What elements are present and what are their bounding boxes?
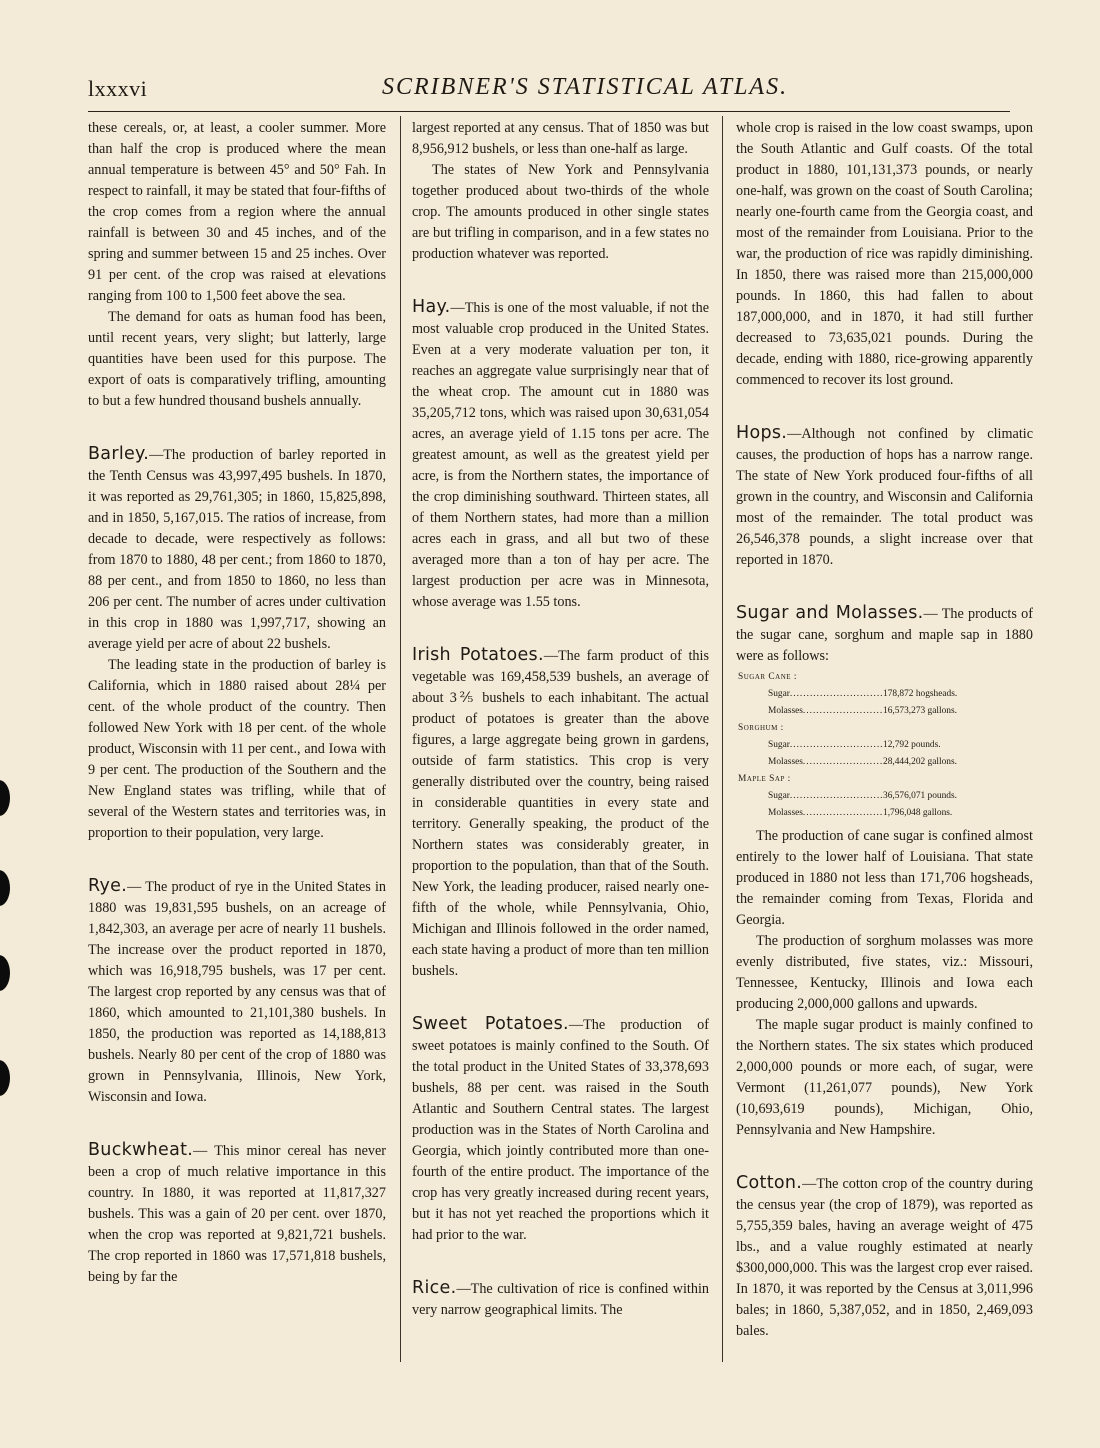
row-label: Molasses [768,706,803,716]
row-value: 16,573,273 gallons. [883,706,957,716]
table-row [736,686,1033,703]
section-title: Rice. [412,1278,457,1298]
running-title: SCRIBNER'S STATISTICAL ATLAS. [382,74,789,100]
table-row [736,737,1033,754]
table-group-label: Sugar Cane : [738,672,797,682]
row-value: 12,792 pounds. [883,740,941,750]
row-value: 36,576,071 pounds. [883,791,957,801]
row-value: 28,444,202 gallons. [883,757,957,767]
table-row [736,754,1033,771]
binding-hole [0,870,10,906]
binding-hole [0,1060,10,1096]
paragraph: — The products of the sugar cane, sorghum and maple sap in 1880 were as follows: [736,606,1033,664]
table-row [736,788,1033,805]
column-1 [88,118,386,1288]
paragraph: — The product of rye in the United States in 1880 was 19,831,595 bushels, on an acreage of 1,842,303, an average per acre of nearly 11 bushels. The increase over the product reported in 1870, which was 16,918,795 bushels, was 17 per cent. The largest crop reported by any census was that of 1860, which amounted to 21,101,380 bushels. In 1850, the production was reported as 14,188,813 bushels. Nearly 80 per cent of the crop of 1880 was grown in Pennsylvania, Illinois, New York, Wisconsin and Iowa. [88,879,386,1105]
section-title: Cotton. [736,1173,803,1193]
section-rice [412,1278,709,1321]
row-value: 178,872 hogsheads. [883,689,958,699]
paragraph: — This minor cereal has never been a crop of much relative importance in this country. In 1880, it was reported at 11,817,327 bushels. This was a gain of 20 per cent. over 1870, when the crop was reported at 9,821,721 bushels. The crop reported in 1860 was 17,571,818 bushels, being by far the [88,1143,386,1285]
row-label: Sugar [768,791,790,801]
section-title: Rye. [88,876,128,896]
paragraph: The production of sorghum molasses was more evenly distributed, five states, viz.: Missouri, Tennessee, Kentucky, Illinois and Iowa each producing 2,000,000 gallons and upwards. [736,933,1033,1012]
sugar-molasses-table [736,669,1033,822]
paragraph: The demand for oats as human food has been, until recent years, very slight; but latterly, large quantities have been used for this purpose. The export of oats is comparatively trifling, amounting to but a few hundred thousand bushels annually. [88,309,386,409]
section-hops [736,423,1033,571]
row-label: Sugar [768,740,790,750]
leader-dots [790,737,883,754]
paragraph: —The cotton crop of the country during the census year (the crop of 1879), was reported as 5,755,359 bales, having an average weight of 475 lbs., and a value roughly estimated at nearly $300,000,000. This was the largest crop ever raised. In 1870, it was reported by the Census at 3,011,996 bales; in 1860, 5,387,052, and in 1850, 2,469,093 bales. [736,1176,1033,1339]
table-group-label: Maple Sap : [738,774,791,784]
row-label: Molasses [768,757,803,767]
page-header [88,74,1006,114]
section-cotton [736,1173,1033,1342]
column-divider [722,116,723,1362]
paragraph: —The production of sweet potatoes is mainly confined to the South. Of the total product in the United States of 33,378,693 bushels, 88 per cent. was raised in the South Atlantic and Southern Central states. The largest production was in the States of North Carolina and Georgia, which jointly contributed more than one-fourth of the entire product. The importance of the crop has very greatly increased during recent years, but it has not yet reached the proportions which it had prior to the war. [412,1017,709,1243]
section-sugar-molasses [736,603,1033,667]
leader-dots [790,788,883,805]
paragraph: —Although not confined by climatic causes, the production of hops has a narrow range. The state of New York produced four-fifths of all grown in the country, and Wisconsin and California most of the remainder. The total product was 26,546,378 pounds, a slight increase over that reported in 1870. [736,426,1033,568]
section-title: Sweet Potatoes. [412,1014,569,1034]
paragraph: The states of New York and Pennsylvania together produced about two-thirds of the whole crop. The amounts produced in other single states are but trifling in comparison, and in a few states no production whatever was reported. [412,162,709,262]
section-buckwheat [88,1140,386,1288]
paragraph: whole crop is raised in the low coast swamps, upon the South Atlantic and Gulf coasts. Of the total product in 1880, 101,131,373 pounds, or nearly one-half, was grown on the coast of South Carolina; nearly one-fourth came from the Georgia coast, and most of the remainder from Louisiana. Prior to the war, the production of rice was rapidly diminishing. In 1850, there was raised more than 215,000,000 pounds. In 1860, this had fallen to about 187,000,000, and in 1870, it had still further decreased to 73,635,021 pounds. During the decade, ending with 1880, rice-growing apparently commenced to recover its lost ground. [736,120,1033,388]
paragraph: The maple sugar product is mainly confined to the Northern states. The six states which produced 2,000,000 pounds or more each, of sugar, were Vermont (11,261,077 pounds), New York (10,693,619 pounds), Michigan, Ohio, Pennsylvania and New Hampshire. [736,1017,1033,1138]
paragraph: —The farm product of this vegetable was 169,458,539 bushels, an average of about 3⅖ bushels to each inhabitant. The actual product of potatoes is greater than the above figures, a large aggregate being grown in gardens, outside of farm statistics. This crop is very generally distributed over the country, being raised in considerable quantities in every state and territory. Generally speaking, the product of the Northern states was considerably greater, in proportion to the population, than that of the South. New York, the leading producer, raised nearly one-fifth of the whole, while Pennsylvania, Ohio, Michigan and Illinois followed in the order named, each state having a product of more than ten million bushels. [412,648,709,979]
section-title: Sugar and Molasses. [736,603,924,623]
section-rye [88,876,386,1108]
section-irish-potatoes [412,645,709,982]
paragraph: —The cultivation of rice is confined within very narrow geographical limits. The [412,1281,709,1318]
binding-hole [0,780,10,816]
leader-dots [803,754,883,771]
table-row [736,703,1033,720]
table-group-label: Sorghum : [738,723,784,733]
row-label: Molasses [768,808,803,818]
section-hay [412,297,709,613]
section-title: Irish Potatoes. [412,645,544,665]
section-title: Hay. [412,297,451,317]
header-rule [88,111,1010,112]
row-value: 1,796,048 gallons. [883,808,953,818]
row-label: Sugar [768,689,790,699]
column-2 [412,118,709,1321]
binding-hole [0,955,10,991]
page-number: lxxxvi [88,76,148,101]
section-title: Buckwheat. [88,1140,194,1160]
paragraph: The leading state in the production of barley is California, which in 1880 raised about 28¼ per cent. of the whole product of the country. Then followed New York with 18 per cent. of the whole product, Wisconsin with 11 per cent., and Iowa with 9 per cent. The production of the Southern and the New England states was trifling, while that of several of the Western states and territories was, in proportion to their population, very large. [88,657,386,841]
section-sweet-potatoes [412,1014,709,1246]
leader-dots [803,805,883,822]
paragraph: The production of cane sugar is confined almost entirely to the lower half of Louisiana. That state produced in 1880 not less than 171,706 hogsheads, the remainder coming from Texas, Florida and Georgia. [736,828,1033,928]
section-barley [88,444,386,655]
section-title: Barley. [88,444,150,464]
paragraph: —The production of barley reported in the Tenth Census was 43,997,495 bushels. In 1870, it was reported as 29,761,305; in 1860, 15,825,898, and in 1850, 5,167,015. The ratios of increase, from decade to decade, were respectively as follows: from 1870 to 1880, 48 per cent.; from 1860 to 1870, 88 per cent., and from 1850 to 1860, no less than 206 per cent. The number of acres under cultivation in this crop in 1880 was 1,997,717, showing an average yield per acre of about 22 bushels. [88,447,386,652]
paragraph: —This is one of the most valuable, if not the most valuable crop produced in the United States. Even at a very moderate valuation per ton, it reaches an aggregate value surprisingly near that of the wheat crop. The amount cut in 1880 was 35,205,712 tons, which was raised upon 30,631,054 acres, an average yield of 1.15 tons per acre. The greatest amount, as well as the greatest yield per acre, is from the Northern states, the importance of the crop diminishing southward. Thirteen states, all of them Northern states, had more than a million acres each in grass, and all but two of these averaged more than a ton of hay per acre. The largest production per acre was in Minnesota, whose average was 1.55 tons. [412,300,709,610]
table-row [736,805,1033,822]
column-divider [400,116,401,1362]
column-3 [736,118,1033,1342]
leader-dots [790,686,883,703]
leader-dots [803,703,883,720]
paragraph: largest reported at any census. That of 1850 was but 8,956,912 bushels, or less than one-half as large. [412,120,709,157]
paragraph: these cereals, or, at least, a cooler summer. More than half the crop is produced where the mean annual temperature is between 45° and 50° Fah. In respect to rainfall, it may be stated that four-fifths of the crop comes from a region where the annual rainfall is between 30 and 45 inches, and of the spring and summer between 15 and 25 inches. Over 91 per cent. of the crop was raised at elevations ranging from 100 to 1,500 feet above the sea. [88,120,386,304]
section-title: Hops. [736,423,788,443]
